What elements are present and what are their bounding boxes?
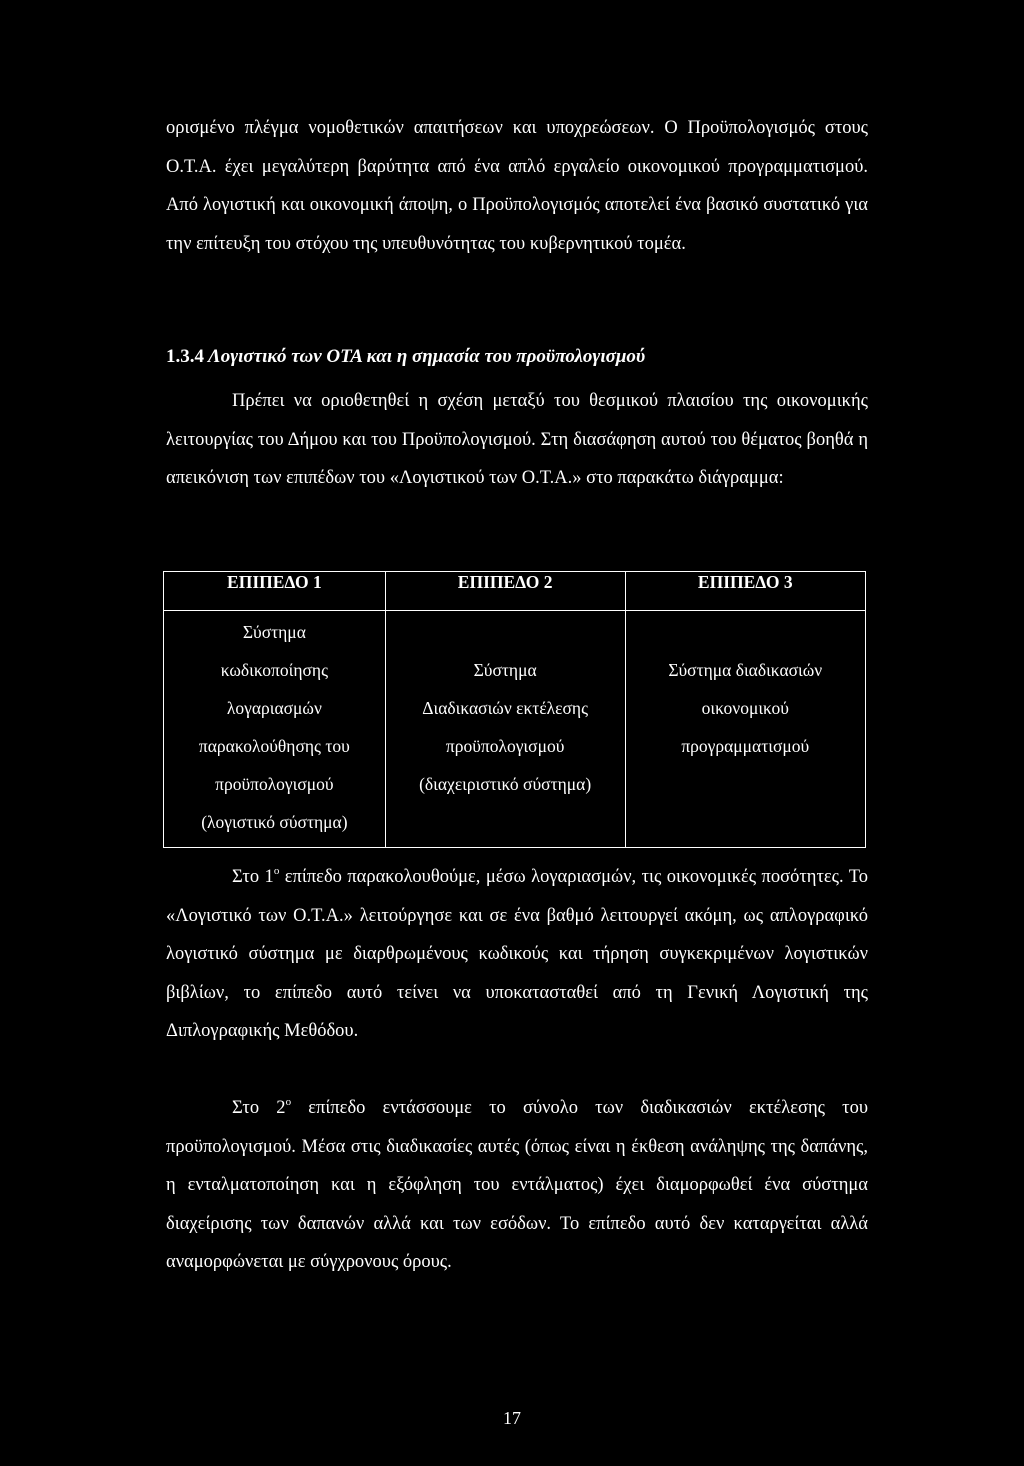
level-1-header: ΕΠΙΠΕΔΟ 1 [164,572,386,611]
levels-header-row [164,572,866,611]
level-1-line: (λογιστικό σύστημα) [201,812,348,832]
level-2-paragraph-text: επίπεδο εντάσσουμε το σύνολο των διαδικασιών εκτέλεσης του προϋπολογισμού. Μέσα στις διαδικασίες αυτές (όπως είναι η έκθεση ανάληψης της δαπάνης, η ενταλματοποίηση και η εξόφληση του εντάλματος) έχει διαμορφωθεί ένα σύστημα διαχείρισης των δαπανών αλλά και των εσόδων. Το επίπεδο αυτό δεν καταργείται αλλά αναμορφώνεται με σύγχρονους όρους. [166,1098,868,1272]
level-1-line: κωδικοποίησης [220,660,329,680]
level-2-paragraph-start: Στο 2 [232,1098,286,1118]
level-3-line: Σύστημα διαδικασιών [668,660,823,680]
level-1-line: παρακολούθησης του [198,736,350,756]
level-2-line: (διαχειριστικό σύστημα) [419,774,592,794]
level-2-paragraph [166,1089,868,1282]
level-2-line: προϋπολογισμού [445,736,565,756]
level-1-line: προϋπολογισμού [215,774,334,794]
section-number: 1.3.4 [166,346,204,367]
level-1-paragraph [166,858,868,1051]
level-2-header: ΕΠΙΠΕΔΟ 2 [385,572,625,611]
level-3-line: προγραμματισμού [681,736,810,756]
level-1-line: Σύστημα [242,622,306,642]
level-1-paragraph-text: επίπεδο παρακολουθούμε, μέσω λογαριασμών, τις οικονομικές ποσότητες. Το «Λογιστικό των Ο.Τ.Α.» λειτούργησε και σε ένα βαθμό λειτουργεί ακόμη, ως απλογραφικό λογιστικό σύστημα με διαρθρωμένους κωδικούς και τήρηση συγκεκριμένων λογιστικών βιβλίων, το επίπεδο αυτό τείνει να υποκατασταθεί από τη Γενική Λογιστική της Διπλογραφικής Μεθόδου. [166,867,868,1041]
level-1-cell [164,611,386,848]
ordinal-superscript: ο [273,865,280,877]
levels-table [163,571,866,848]
level-1-paragraph-start: Στο 1 [232,867,274,887]
level-2-cell [385,611,625,848]
section-paragraph: Πρέπει να οριοθετηθεί η σχέση μεταξύ του θεσμικού πλαισίου της οικονομικής λειτουργίας του Δήμου και του Προϋπολογισμού. Στη διασάφηση αυτού του θέματος βοηθά η απεικόνιση των επιπέδων του «Λογιστικού των Ο.Τ.Α.» στο παρακάτω διάγραμμα: [166,391,868,488]
level-3-header: ΕΠΙΠΕΔΟ 3 [625,572,865,611]
level-2-line: Διαδικασιών εκτέλεσης [422,698,589,718]
level-3-cell [625,611,865,848]
section-title: Λογιστικό των ΟΤΑ και η σημασία του προϋπολογισμού [208,346,646,367]
levels-body-row [164,611,866,848]
level-3-line: οικονομικού [701,698,789,718]
level-1-line: λογαριασμών [226,698,322,718]
page-number: 17 [503,1408,521,1428]
intro-paragraph: ορισμένο πλέγμα νομοθετικών απαιτήσεων και υποχρεώσεων. Ο Προϋπολογισμός στους Ο.Τ.Α. έχει μεγαλύτερη βαρύτητα από ένα απλό εργαλείο οικονομικού προγραμματισμού. Από λογιστική και οικονομική άποψη, ο Προϋπολογισμός αποτελεί ένα βασικό συστατικό για την επίτευξη του στόχου της υπευθυνότητας του κυβερνητικού τομέα. [166,118,868,254]
level-2-line: Σύστημα [473,660,537,680]
ordinal-superscript: ο [285,1096,292,1108]
section-heading [166,338,868,376]
